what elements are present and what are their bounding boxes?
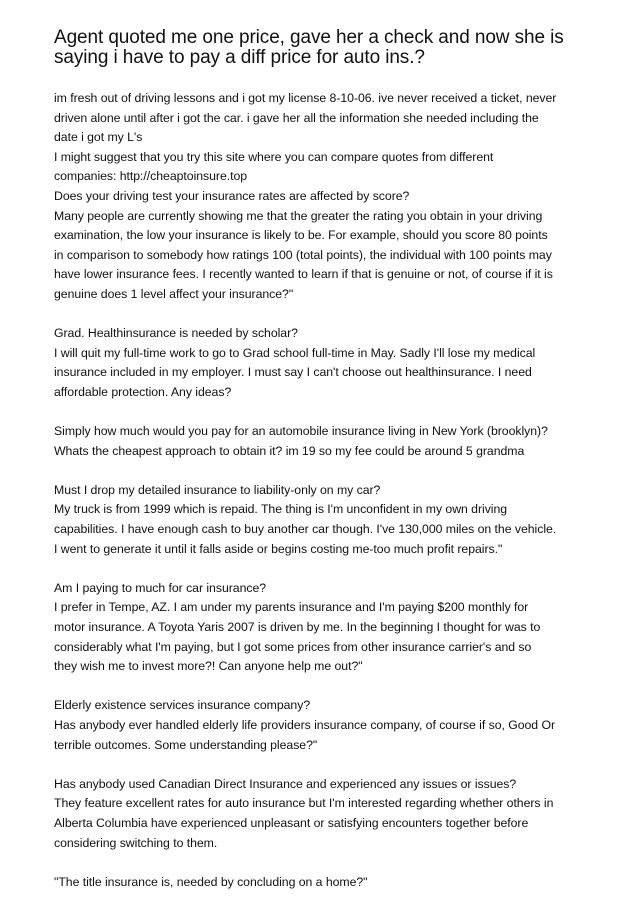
text-line: Does your driving test your insurance rates are affected by score? (54, 188, 410, 203)
paragraph-block (54, 579, 594, 677)
text-line: Many people are currently showing me that the greater the rating you obtain in your driving (54, 208, 543, 223)
text-line: companies: http://cheaptoinsure.top (54, 169, 248, 184)
text-line: Has anybody ever handled elderly life providers insurance company, of course if so, Good Or (54, 718, 556, 732)
question-line: Has anybody used Canadian Direct Insurance and experienced any issues or issues? (54, 776, 517, 791)
paragraph-block (54, 89, 594, 305)
question-line: Simply how much would you pay for an automobile insurance living in New York (brooklyn)? (54, 424, 548, 439)
text-line: considering switching to them. (54, 835, 218, 850)
document-page (54, 28, 594, 892)
title-line: Agent quoted me one price, gave her a check and now she is (54, 27, 564, 48)
text-line: they wish me to invest more?! Can anyone help me out?" (54, 659, 363, 674)
text-line: capabilities. I have enough cash to buy another car though. I've 130,000 miles on the vehicle. (54, 522, 557, 537)
text-line: insurance included in my employer. I must say I can't choose out healthinsurance. I need (54, 365, 532, 380)
text-line: Whats the cheapest approach to obtain it? im 19 so my fee could be around 5 grandma (54, 443, 525, 458)
paragraph-block (54, 696, 594, 755)
text-line: They feature excellent rates for auto insurance but I'm interested regarding whether others in (54, 796, 554, 811)
text-line: I went to generate it until it falls aside or begins costing me-too much profit repairs." (54, 541, 503, 556)
text-line: considerably what I'm paying, but I got some prices from other insurance carrier's and so (54, 639, 532, 654)
paragraph-block (54, 775, 594, 853)
question-line: Grad. Healthinsurance is needed by scholar? (54, 326, 298, 341)
text-line: I prefer in Tempe, AZ. I am under my parents insurance and I'm paying $200 monthly for (54, 600, 529, 615)
text-line: Alberta Columbia have experienced unpleasant or satisfying encounters together before (54, 815, 529, 830)
question-line: Elderly existence services insurance company? (54, 698, 311, 713)
paragraph-block (54, 481, 594, 559)
text-line: I will quit my full-time work to go to Grad school full-time in May. Sadly I'll lose my medical (54, 345, 536, 360)
document-body (54, 89, 594, 892)
title-line: saying i have to pay a diff price for auto ins.? (54, 47, 425, 68)
text-line: motor insurance. A Toyota Yaris 2007 is driven by me. In the beginning I thought for was to (54, 620, 541, 635)
question-line: Am I paying to much for car insurance? (54, 580, 267, 595)
text-line: affordable protection. Any ideas? (54, 384, 232, 399)
text-line: terrible outcomes. Some understanding please?" (54, 737, 318, 752)
text-line: My truck is from 1999 which is repaid. The thing is I'm unconfident in my own driving (54, 502, 508, 517)
text-line: driven alone until after i got the car. i gave her all the information she needed including the (54, 110, 539, 125)
text-line: I might suggest that you try this site where you can compare quotes from different (54, 149, 494, 164)
text-line: im fresh out of driving lessons and i got my license 8-10-06. ive never received a ticket, never (54, 91, 557, 105)
document-title (54, 28, 594, 68)
text-line: examination, the low your insurance is likely to be. For example, should you score 80 points (54, 228, 548, 243)
paragraph-block (54, 422, 594, 461)
text-line: genuine does 1 level affect your insurance?" (54, 286, 294, 301)
paragraph-block (54, 324, 594, 402)
paragraph-block (54, 873, 594, 893)
text-line: in comparison to somebody how ratings 100 (total points), the individual with 100 points may (54, 247, 552, 262)
text-line: date i got my L's (54, 130, 143, 145)
question-line: "The title insurance is, needed by concluding on a home?" (54, 874, 368, 889)
question-line: Must I drop my detailed insurance to liability-only on my car? (54, 482, 381, 497)
text-line: have lower insurance fees. I recently wanted to learn if that is genuine or not, of course if it is (54, 267, 553, 282)
